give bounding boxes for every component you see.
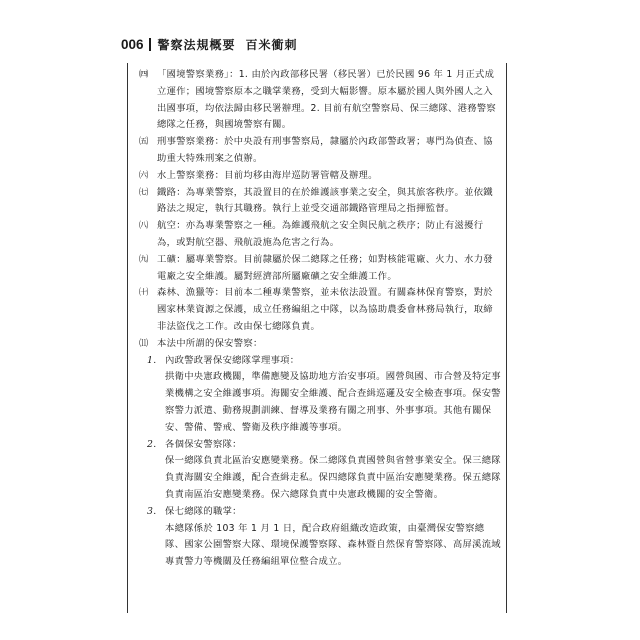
sub-item bbox=[139, 353, 501, 437]
page-body bbox=[139, 67, 501, 571]
list-item bbox=[139, 67, 501, 134]
sub-item-body: 保一總隊負責北區治安應變業務。保二總隊負責國營與省營事業安全。保三總隊負責海關安全維護，配合查緝走私。保四總隊負責中區治安應變業務。保五總隊負責南區治安應變業務。保六總隊負責中央憲政機關的安全警衛。 bbox=[165, 455, 501, 500]
item-text: 本法中所謂的保安警察： bbox=[157, 337, 263, 349]
header-divider bbox=[149, 38, 151, 51]
list-item bbox=[139, 134, 501, 168]
list-item bbox=[139, 336, 501, 353]
book-title: 警察法規概要 bbox=[157, 37, 236, 52]
item-text: 航空：亦為專業警察之一種。為維護飛航之安全與民航之秩序；防止有滋擾行為，或對航空器、飛航設施為危害之行為。 bbox=[157, 220, 484, 248]
item-marker: ㈤ bbox=[139, 136, 149, 148]
item-marker: ㈩ bbox=[139, 287, 149, 299]
sub-item-heading bbox=[147, 353, 501, 370]
item-text: 水上警察業務：目前均移由海岸巡防署管轄及辦理。 bbox=[157, 169, 378, 181]
item-marker: ⑾ bbox=[139, 337, 149, 349]
sub-item-number: 2. bbox=[147, 438, 157, 450]
item-text: 工礦：屬專業警察。目前隸屬於保二總隊之任務；如對核能電廠、火力、水力發電廠之安全維護。屬對經濟部所屬廠礦之安全維護工作。 bbox=[157, 253, 493, 282]
item-marker: ㈨ bbox=[139, 253, 149, 265]
item-marker: ㈧ bbox=[139, 220, 149, 232]
list-item bbox=[139, 252, 501, 286]
sub-item-title: 內政警政署保安總隊掌理事項： bbox=[165, 354, 300, 366]
sub-item bbox=[139, 437, 501, 504]
item-marker: ㈥ bbox=[139, 169, 149, 181]
item-marker: ㈣ bbox=[139, 69, 149, 80]
sub-item-body: 本總隊係於 103 年 1 月 1 日，配合政府組織改造政策，由臺灣保安警察總隊、國家公園警察大隊、環境保護警察隊、森林暨自然保育警察隊、高屏溪流域專責警力等機關及任務編組單位整合成立。 bbox=[165, 522, 501, 568]
item-marker: ㈦ bbox=[139, 186, 149, 198]
sub-item-heading bbox=[147, 504, 501, 521]
list-item bbox=[139, 285, 501, 335]
sub-item-heading bbox=[147, 437, 501, 454]
item-text: 森林、漁獵等：目前本二種專業警察，並未依法設置。有關森林保育警察，對於國家林業資源之保護，成立任務編組之中隊，以為協助農委會林務局執行，取締非法盜伐之工作。改由保七總隊負責。 bbox=[157, 287, 493, 332]
sub-item-body: 拱衛中央憲政機關，準備應變及協助地方治安事項。國營與國、市合營及特定事業機構之安全維護事項。海關安全維護、配合查緝巡邏及安全檢查事項。保安警察警力派遣、動務規劃訓練、督導及業務有關之刑事、外事事項。其他有關保安、警備、警戒、警衛及秩序維護等事項。 bbox=[165, 371, 501, 433]
page-header bbox=[121, 34, 298, 54]
sub-item bbox=[139, 504, 501, 571]
sub-item-number: 1. bbox=[147, 354, 157, 366]
item-text: 鐵路：為專業警察，其設置目的在於維護該事業之安全，與其旅客秩序。並依鐵路法之規定，執行其職務。執行上並受交通部鐵路管理局之指揮監督。 bbox=[157, 186, 493, 215]
sub-item-title: 保七總隊的職掌： bbox=[165, 505, 242, 517]
list-item bbox=[139, 185, 501, 219]
item-text: 刑事警察業務：於中央設有刑事警察局，隸屬於內政部警政署；專門為偵查、協助重大特殊刑案之偵辦。 bbox=[157, 136, 493, 164]
page-number: 006 bbox=[121, 36, 144, 52]
sub-item-number: 3. bbox=[147, 505, 157, 517]
list-item bbox=[139, 218, 501, 252]
sub-item-title: 各個保安警察隊： bbox=[165, 438, 242, 450]
book-subtitle: 百米衝刺 bbox=[245, 37, 298, 52]
item-text: 「國境警察業務」：1. 由於內政部移民署（移民署）已於民國 96 年 1 月正式成立運作；國境警察原本之職掌業務，受到大幅影響。原本屬於國人與外國人之入出國事項，均依法歸由移民署辦理。2. 目前有航空警察局、保三總隊、港務警察總隊之任務，與國境警察有關。 bbox=[157, 69, 497, 131]
list-item bbox=[139, 168, 501, 185]
